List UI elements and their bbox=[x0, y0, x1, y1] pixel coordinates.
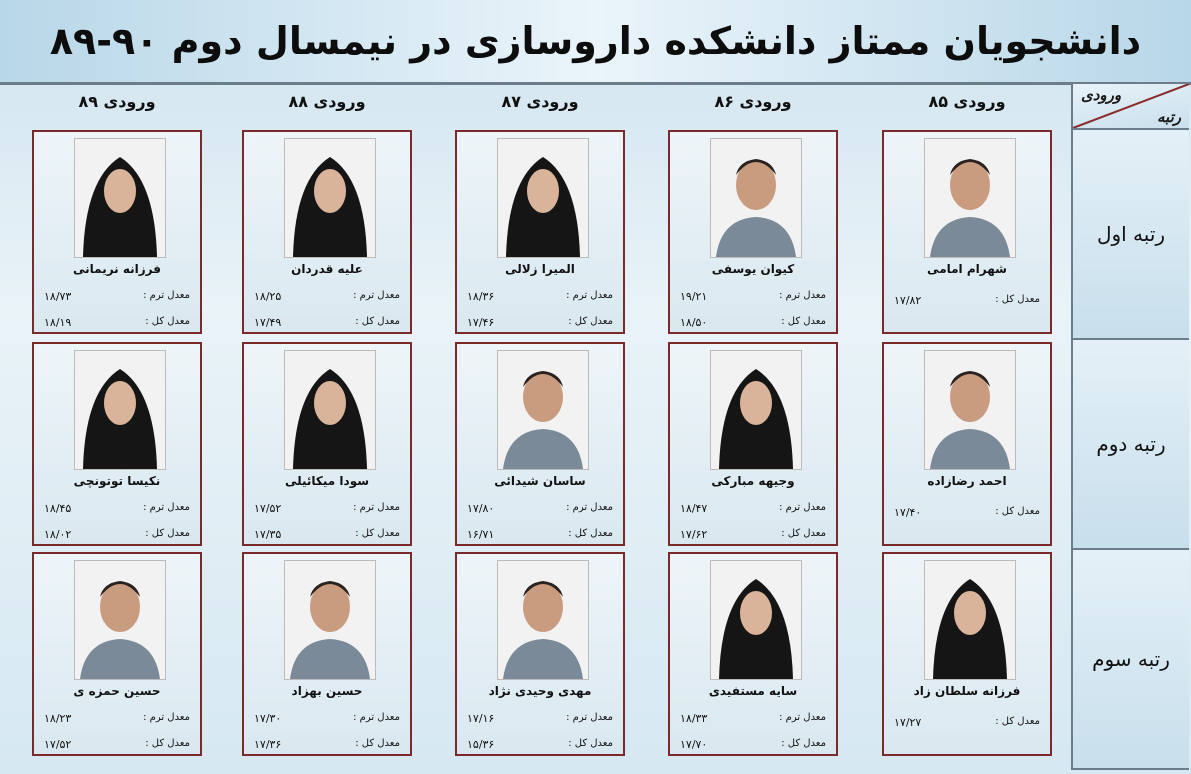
rank-label-3: رتبه سوم bbox=[1071, 550, 1189, 770]
term-average-value: ۱۸/۳۳ bbox=[680, 712, 708, 725]
total-average-row bbox=[894, 716, 1040, 729]
total-average-row bbox=[44, 738, 190, 751]
total-average-label: معدل کل : bbox=[995, 294, 1040, 305]
term-average-row bbox=[44, 502, 190, 515]
student-card bbox=[455, 342, 625, 546]
term-average-label: معدل ترم : bbox=[566, 712, 613, 723]
total-average-row bbox=[680, 738, 826, 751]
student-name: حسین حمزه ی bbox=[73, 684, 161, 698]
student-name: سودا میکائیلی bbox=[284, 474, 370, 488]
term-average-value: ۱۸/۷۳ bbox=[44, 290, 72, 303]
column-header-85: ورودی ۸۵ bbox=[928, 92, 1006, 111]
column-header-89: ورودی ۸۹ bbox=[78, 92, 156, 111]
term-average-value: ۱۹/۲۱ bbox=[680, 290, 708, 303]
term-average-label: معدل ترم : bbox=[143, 712, 190, 723]
term-average-row bbox=[467, 290, 613, 303]
student-card bbox=[668, 342, 838, 546]
female-portrait-icon bbox=[710, 560, 802, 680]
male-portrait-icon bbox=[497, 350, 589, 470]
total-average-value: ۱۷/۴۰ bbox=[894, 506, 922, 519]
corner-label-entry: ورودی bbox=[1081, 86, 1122, 104]
term-average-value: ۱۷/۸۰ bbox=[467, 502, 495, 515]
term-average-label: معدل ترم : bbox=[779, 712, 826, 723]
total-average-value: ۱۷/۴۶ bbox=[467, 316, 495, 329]
student-card bbox=[668, 130, 838, 334]
female-portrait-icon bbox=[710, 350, 802, 470]
term-average-label: معدل ترم : bbox=[566, 290, 613, 301]
term-average-row bbox=[467, 712, 613, 725]
total-average-value: ۱۸/۰۲ bbox=[44, 528, 72, 541]
female-portrait-icon bbox=[284, 350, 376, 470]
page-title: دانشجویان ممتاز دانشکده داروسازی در نیمسال دوم ۹۰-۸۹ bbox=[0, 0, 1191, 85]
total-average-value: ۱۸/۱۹ bbox=[44, 316, 72, 329]
total-average-value: ۱۷/۳۵ bbox=[254, 528, 282, 541]
student-name: سایه مستفیدی bbox=[708, 684, 798, 698]
term-average-value: ۱۸/۴۵ bbox=[44, 502, 72, 515]
header-corner-cell bbox=[1071, 84, 1189, 130]
term-average-value: ۱۷/۳۰ bbox=[254, 712, 282, 725]
student-card bbox=[32, 130, 202, 334]
term-average-value: ۱۷/۵۲ bbox=[254, 502, 282, 515]
total-average-label: معدل کل : bbox=[355, 528, 400, 539]
total-average-label: معدل کل : bbox=[568, 316, 613, 327]
total-average-row bbox=[44, 316, 190, 329]
term-average-value: ۱۸/۲۳ bbox=[44, 712, 72, 725]
female-portrait-icon bbox=[74, 138, 166, 258]
total-average-label: معدل کل : bbox=[355, 738, 400, 749]
total-average-value: ۱۷/۷۰ bbox=[680, 738, 708, 751]
male-portrait-icon bbox=[284, 560, 376, 680]
term-average-row bbox=[680, 290, 826, 303]
term-average-label: معدل ترم : bbox=[143, 290, 190, 301]
term-average-row bbox=[254, 712, 400, 725]
total-average-value: ۱۷/۵۲ bbox=[44, 738, 72, 751]
student-name: حسین بهزاد bbox=[291, 684, 363, 698]
term-average-label: معدل ترم : bbox=[353, 712, 400, 723]
student-name: وجیهه مبارکی bbox=[711, 474, 795, 488]
term-average-value: ۱۸/۴۷ bbox=[680, 502, 708, 515]
term-average-label: معدل ترم : bbox=[353, 290, 400, 301]
student-name: شهرام امامی bbox=[927, 262, 1007, 276]
total-average-value: ۱۷/۶۲ bbox=[680, 528, 708, 541]
student-card bbox=[882, 130, 1052, 334]
student-card bbox=[455, 130, 625, 334]
term-average-label: معدل ترم : bbox=[779, 502, 826, 513]
total-average-value: ۱۷/۳۶ bbox=[254, 738, 282, 751]
total-average-label: معدل کل : bbox=[568, 738, 613, 749]
total-average-row bbox=[680, 528, 826, 541]
total-average-label: معدل کل : bbox=[145, 528, 190, 539]
student-name: احمد رضازاده bbox=[927, 474, 1007, 488]
student-name: مهدی وحیدی نژاد bbox=[488, 684, 592, 698]
rank-label-2: رتبه دوم bbox=[1071, 340, 1189, 550]
student-card bbox=[668, 552, 838, 756]
female-portrait-icon bbox=[284, 138, 376, 258]
total-average-value: ۱۷/۲۷ bbox=[894, 716, 922, 729]
term-average-label: معدل ترم : bbox=[779, 290, 826, 301]
student-card bbox=[242, 130, 412, 334]
student-card bbox=[32, 342, 202, 546]
term-average-row bbox=[680, 502, 826, 515]
female-portrait-icon bbox=[497, 138, 589, 258]
male-portrait-icon bbox=[74, 560, 166, 680]
total-average-label: معدل کل : bbox=[995, 716, 1040, 727]
student-card bbox=[882, 552, 1052, 756]
total-average-label: معدل کل : bbox=[568, 528, 613, 539]
total-average-value: ۱۶/۷۱ bbox=[467, 528, 495, 541]
total-average-label: معدل کل : bbox=[781, 738, 826, 749]
total-average-label: معدل کل : bbox=[995, 506, 1040, 517]
term-average-value: ۱۷/۱۶ bbox=[467, 712, 495, 725]
male-portrait-icon bbox=[497, 560, 589, 680]
student-card bbox=[882, 342, 1052, 546]
column-header-86: ورودی ۸۶ bbox=[714, 92, 792, 111]
total-average-row bbox=[467, 738, 613, 751]
student-card bbox=[242, 552, 412, 756]
student-name: ساسان شیدائی bbox=[494, 474, 586, 488]
student-card bbox=[32, 552, 202, 756]
rank-label-1: رتبه اول bbox=[1071, 130, 1189, 340]
male-portrait-icon bbox=[924, 350, 1016, 470]
total-average-row bbox=[894, 294, 1040, 307]
student-name: فرزانه نریمانی bbox=[73, 262, 161, 276]
female-portrait-icon bbox=[924, 560, 1016, 680]
total-average-label: معدل کل : bbox=[781, 528, 826, 539]
female-portrait-icon bbox=[74, 350, 166, 470]
total-average-row bbox=[467, 316, 613, 329]
male-portrait-icon bbox=[924, 138, 1016, 258]
student-card bbox=[242, 342, 412, 546]
male-portrait-icon bbox=[710, 138, 802, 258]
total-average-label: معدل کل : bbox=[355, 316, 400, 327]
total-average-value: ۱۸/۵۰ bbox=[680, 316, 708, 329]
total-average-row bbox=[680, 316, 826, 329]
term-average-label: معدل ترم : bbox=[143, 502, 190, 513]
term-average-row bbox=[44, 290, 190, 303]
term-average-row bbox=[680, 712, 826, 725]
student-card bbox=[455, 552, 625, 756]
total-average-label: معدل کل : bbox=[781, 316, 826, 327]
term-average-row bbox=[467, 502, 613, 515]
term-average-row bbox=[254, 502, 400, 515]
total-average-value: ۱۵/۳۶ bbox=[467, 738, 495, 751]
term-average-row bbox=[254, 290, 400, 303]
total-average-row bbox=[467, 528, 613, 541]
total-average-value: ۱۷/۸۲ bbox=[894, 294, 922, 307]
total-average-label: معدل کل : bbox=[145, 738, 190, 749]
corner-label-rank: رتبه bbox=[1157, 108, 1181, 126]
total-average-value: ۱۷/۴۹ bbox=[254, 316, 282, 329]
column-header-88: ورودی ۸۸ bbox=[288, 92, 366, 111]
term-average-label: معدل ترم : bbox=[353, 502, 400, 513]
column-header-87: ورودی ۸۷ bbox=[501, 92, 579, 111]
total-average-row bbox=[894, 506, 1040, 519]
student-name: المیرا زلالی bbox=[505, 262, 575, 276]
total-average-row bbox=[254, 738, 400, 751]
total-average-label: معدل کل : bbox=[145, 316, 190, 327]
student-name: نکیسا توتونچی bbox=[73, 474, 161, 488]
term-average-row bbox=[44, 712, 190, 725]
total-average-row bbox=[254, 316, 400, 329]
student-name: فرزانه سلطان زاد bbox=[913, 684, 1021, 698]
total-average-row bbox=[44, 528, 190, 541]
term-average-value: ۱۸/۳۶ bbox=[467, 290, 495, 303]
term-average-label: معدل ترم : bbox=[566, 502, 613, 513]
student-name: علیه قدردان bbox=[291, 262, 363, 276]
term-average-value: ۱۸/۲۵ bbox=[254, 290, 282, 303]
student-name: کیوان یوسفی bbox=[711, 262, 795, 276]
total-average-row bbox=[254, 528, 400, 541]
